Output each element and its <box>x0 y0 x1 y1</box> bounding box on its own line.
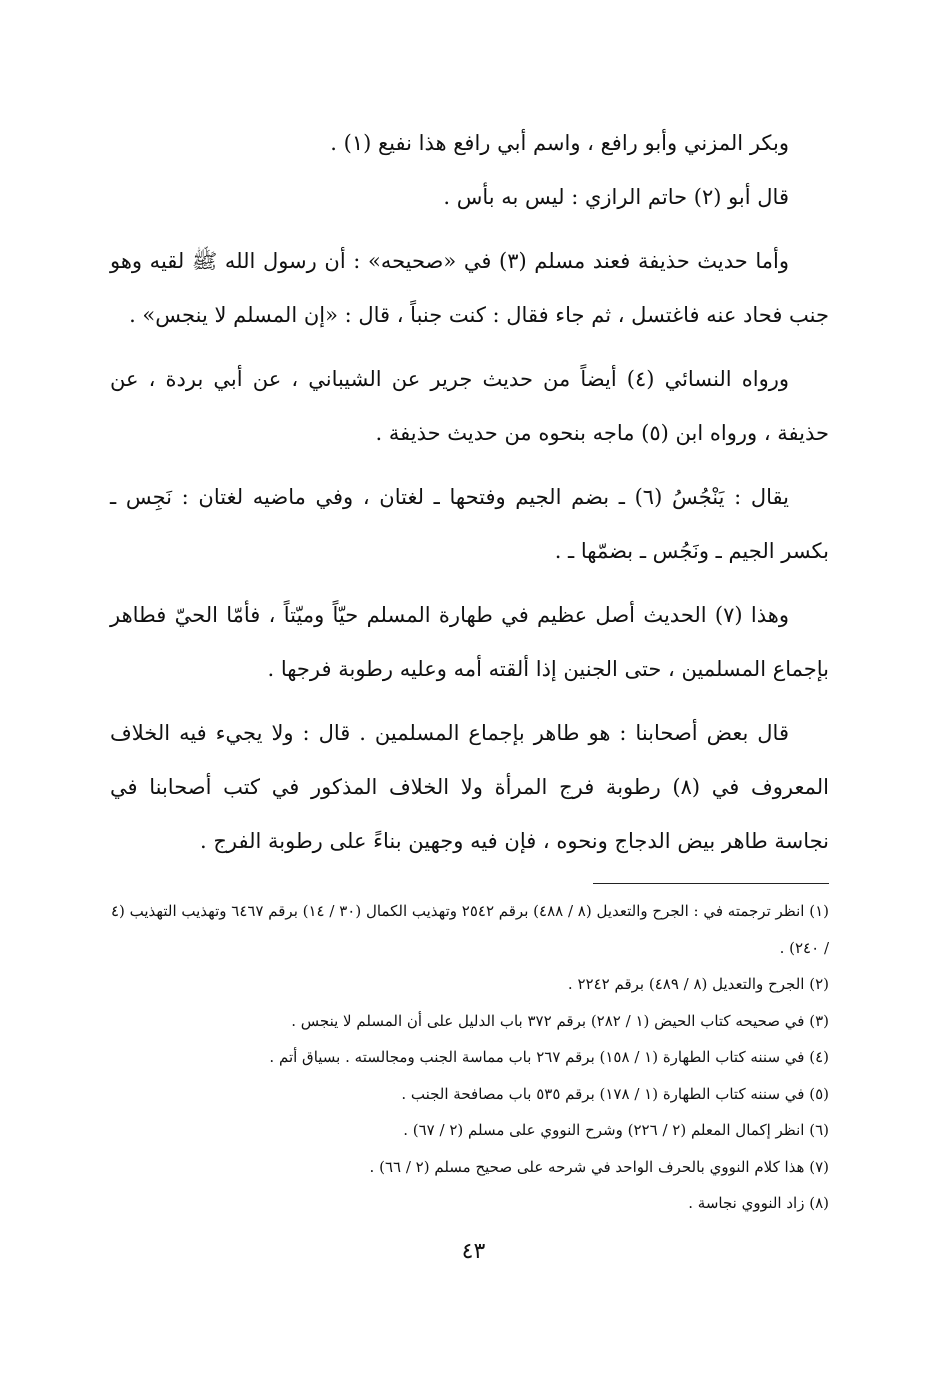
footnote-separator <box>593 883 829 884</box>
paragraph-4: ورواه النسائي (٤) أيضاً من حديث جرير عن الشيباني ، عن أبي بردة ، عن حذيفة ، ورواه ابن (٥) ماجه بنحوه من حديث حذيفة . <box>110 367 829 445</box>
footnote-4: (٤) في سننه كتاب الطهارة (١ / ١٥٨) برقم ٢٦٧ باب مماسة الجنب ومجالسته . بسياق أتم . <box>269 1048 829 1066</box>
paragraph-2: قال أبو (٢) حاتم الرازي : ليس به بأس . <box>443 185 789 209</box>
footnote-7: (٧) هذا كلام النووي بالحرف الواحد في شرحه على صحيح مسلم (٢ / ٦٦) . <box>369 1157 829 1176</box>
footnotes <box>110 893 829 1222</box>
footnote-6: (٦) انظر إكمال المعلم (٢ / ٢٢٦) وشرح النووي على مسلم (٢ / ٦٧) . <box>403 1121 829 1139</box>
footnote-3: (٣) في صحيحه كتاب الحيض (١ / ٢٨٢) برقم ٣٧٢ باب الدليل على أن المسلم لا ينجس . <box>291 1011 829 1030</box>
footnote-8: (٨) زاد النووي نجاسة . <box>688 1194 829 1212</box>
page-number: ٤٣ <box>461 1239 486 1264</box>
footnote-5: (٥) في سننه كتاب الطهارة (١ / ١٧٨) برقم ٥٣٥ باب مصافحة الجنب . <box>401 1084 829 1103</box>
footnote-2: (٢) الجرح والتعديل (٨ / ٤٨٩) برقم ٢٢٤٢ . <box>567 975 829 993</box>
paragraph-3: وأما حديث حذيفة فعند مسلم (٣) في «صحيحه» : أن رسول الله ﷺ لقيه وهو جنب فحاد عنه فاغتسل ، ثم جاء فقال : كنت جنباً ، قال : «إن المسلم لا ينجس» . <box>110 249 829 327</box>
paragraph-6: وهذا (٧) الحديث أصل عظيم في طهارة المسلم حيّاً وميّتاً ، فأمّا الحيّ فطاهر بإجماع المسلمين ، حتى الجنين إذا ألقته أمه وعليه رطوبة فرجها . <box>110 603 829 681</box>
paragraph-5: يقال : يَنْجُسُ (٦) ـ بضم الجيم وفتحها ـ لغتان ، وفي ماضيه لغتان : نَجِس ـ بكسر الجيم ـ ونَجُس ـ بضمّها ـ . <box>110 485 829 563</box>
footnote-1: (١) انظر ترجمته في : الجرح والتعديل (٨ / ٤٨٨) برقم ٢٥٤٢ وتهذيب الكمال (٣٠ / ١٤) برقم ٦٤٦٧ وتهذيب التهذيب (٤ / ٢٤٠) . <box>110 902 829 957</box>
paragraph-7: قال بعض أصحابنا : هو طاهر بإجماع المسلمين . قال : ولا يجيء فيه الخلاف المعروف في (٨) رطوبة فرج المرأة ولا الخلاف المذكور في كتب أصحابنا في نجاسة طاهر بيض الدجاج ونحوه ، فإن فيه وجهين بناءً على رطوبة الفرج . <box>110 721 830 853</box>
paragraph-1: وبكر المزني وأبو رافع ، واسم أبي رافع هذا نفيع (١) . <box>330 131 789 155</box>
main-text <box>110 116 829 868</box>
